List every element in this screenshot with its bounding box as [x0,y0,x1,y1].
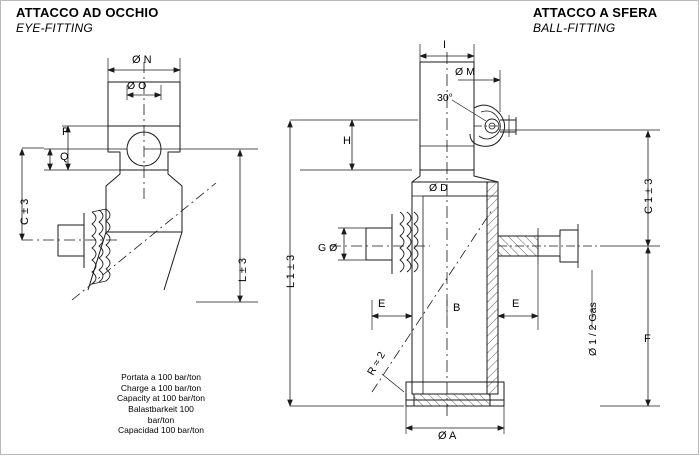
dim-radius: R ≈ 2 [365,349,389,378]
dim-diameter-m: Ø M [455,66,475,78]
dim-diameter-g: G Ø [318,242,338,254]
dim-b: B [453,302,461,314]
dim-e-left: E [378,298,386,310]
dim-l1: L 1 ± 3 [285,254,297,288]
capacity-note-line-3: Capacity at 100 bar/ton [117,393,205,404]
left-view-title: ATTACCO AD OCCHIO [16,5,159,20]
left-view-subtitle: EYE-FITTING [16,21,93,35]
dim-f: F [644,333,651,345]
dim-q: Q [60,151,69,163]
right-view-title: ATTACCO A SFERA [533,5,658,20]
dim-diameter-d: Ø D [429,182,448,194]
dim-gas-thread: Ø 1 / 2 Gas [587,302,599,356]
capacity-note-line-5: bar/ton [147,414,175,425]
capacity-note-line-6: Capacidad 100 bar/ton [117,425,204,436]
dim-p: P [62,126,70,138]
right-view-subtitle: BALL-FITTING [533,21,616,35]
dim-l: L ± 3 [237,258,249,282]
capacity-note [86,372,236,436]
dim-angle: 30° [437,92,453,104]
dim-c1: C 1 ± 3 [643,178,655,214]
dim-e-right: E [512,298,520,310]
capacity-note-line-4: Balastbarkeit 100 [128,403,194,414]
dim-diameter-a: Ø A [438,430,457,442]
dim-h: H [343,135,351,147]
dim-c: C ± 3 [19,198,31,225]
capacity-note-line-1: Portata a 100 bar/ton [121,372,201,382]
dim-diameter-n: Ø N [132,54,152,66]
dim-diameter-o: Ø O [127,80,147,92]
dim-i: I [443,39,447,51]
capacity-note-line-2: Charge a 100 bar/ton [120,382,202,393]
